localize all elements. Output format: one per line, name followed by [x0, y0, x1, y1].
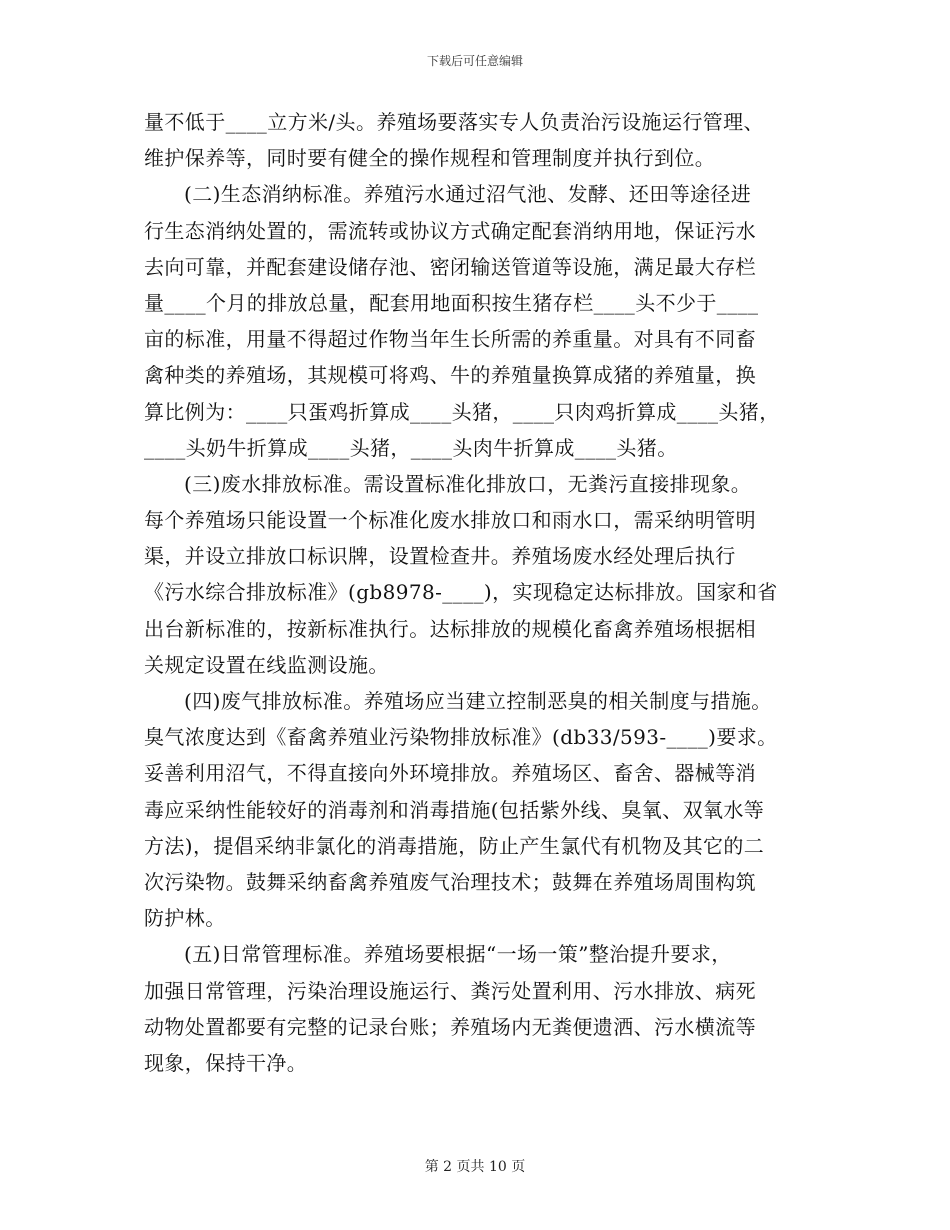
text-line: 妥善利用沼气，不得直接向外环境排放。养殖场区、畜舍、器械等消 [144, 761, 756, 786]
text-line: 毒应采纳性能较好的消毒剂和消毒措施(包括紫外线、臭氧、双氧水等 [144, 797, 765, 822]
text-line: 算比例为：____只蛋鸡折算成____头猪，____只肉鸡折算成____头猪， [144, 399, 780, 424]
page-header: 下载后可任意编辑 [426, 54, 523, 68]
paragraph-start-line: (四)废气排放标准。养殖场应当建立控制恶臭的相关制度与措施。 [184, 689, 772, 713]
document-body [144, 104, 812, 1081]
text-line: ____头奶牛折算成____头猪，____头肉牛折算成____头猪。 [144, 435, 678, 460]
text-line: 臭气浓度达到《畜禽养殖业污染物排放标准》(db33/593-____)要求。 [144, 725, 778, 750]
text-line: 《污水综合排放标准》(gb8978-____)，实现稳定达标排放。国家和省 [144, 580, 778, 605]
text-line: 行生态消纳处置的，需流转或协议方式确定配套消纳用地，保证污水 [144, 218, 756, 243]
text-line: 防护林。 [144, 906, 226, 931]
text-line: 动物处置都要有完整的记录台账；养殖场内无粪便遗洒、污水横流等 [144, 1014, 756, 1039]
text-line: 去向可靠，并配套建设储存池、密闭输送管道等设施，满足最大存栏 [144, 254, 756, 279]
page-footer: 第 2 页共 10 页 [424, 1159, 526, 1175]
text-line: 渠，并设立排放口标识牌，设置检查井。养殖场废水经处理后执行 [144, 544, 736, 569]
text-line: 亩的标准，用量不得超过作物当年生长所需的养重量。对具有不同畜 [144, 327, 756, 352]
text-line: 现象，保持干净。 [144, 1050, 308, 1075]
text-line: 加强日常管理，污染治理设施运行、粪污处置利用、污水排放、病死 [144, 978, 756, 1003]
text-line: 出台新标准的，按新标准执行。达标排放的规模化畜禽养殖场根据相 [144, 616, 756, 641]
text-line: 维护保养等，同时要有健全的操作规程和管理制度并执行到位。 [144, 146, 716, 171]
paragraph-start-line: (三)废水排放标准。需设置标准化排放口，无粪污直接排现象。 [184, 471, 752, 496]
paragraph-start-line: (二)生态消纳标准。养殖污水通过沼气池、发酵、还田等途径进 [184, 182, 752, 207]
paragraph-start-line: (五)日常管理标准。养殖场要根据“一场一策”整治提升要求， [184, 942, 732, 967]
text-line: 禽种类的养殖场，其规模可将鸡、牛的养殖量换算成猪的养殖量，换 [144, 363, 756, 388]
text-line: 关规定设置在线监测设施。 [144, 652, 389, 677]
text-line: 方法)，提倡采纳非氯化的消毒措施，防止产生氯代有机物及其它的二 [144, 833, 765, 858]
text-line: 次污染物。鼓舞采纳畜禽养殖废气治理技术；鼓舞在养殖场周围构筑 [144, 869, 756, 894]
text-line: 每个养殖场只能设置一个标准化废水排放口和雨水口，需采纳明管明 [144, 508, 756, 533]
text-line: 量不低于____立方米/头。养殖场要落实专人负责治污设施运行管理、 [144, 110, 764, 134]
text-line: 量____个月的排放总量，配套用地面积按生猪存栏____头不少于____ [144, 290, 759, 315]
